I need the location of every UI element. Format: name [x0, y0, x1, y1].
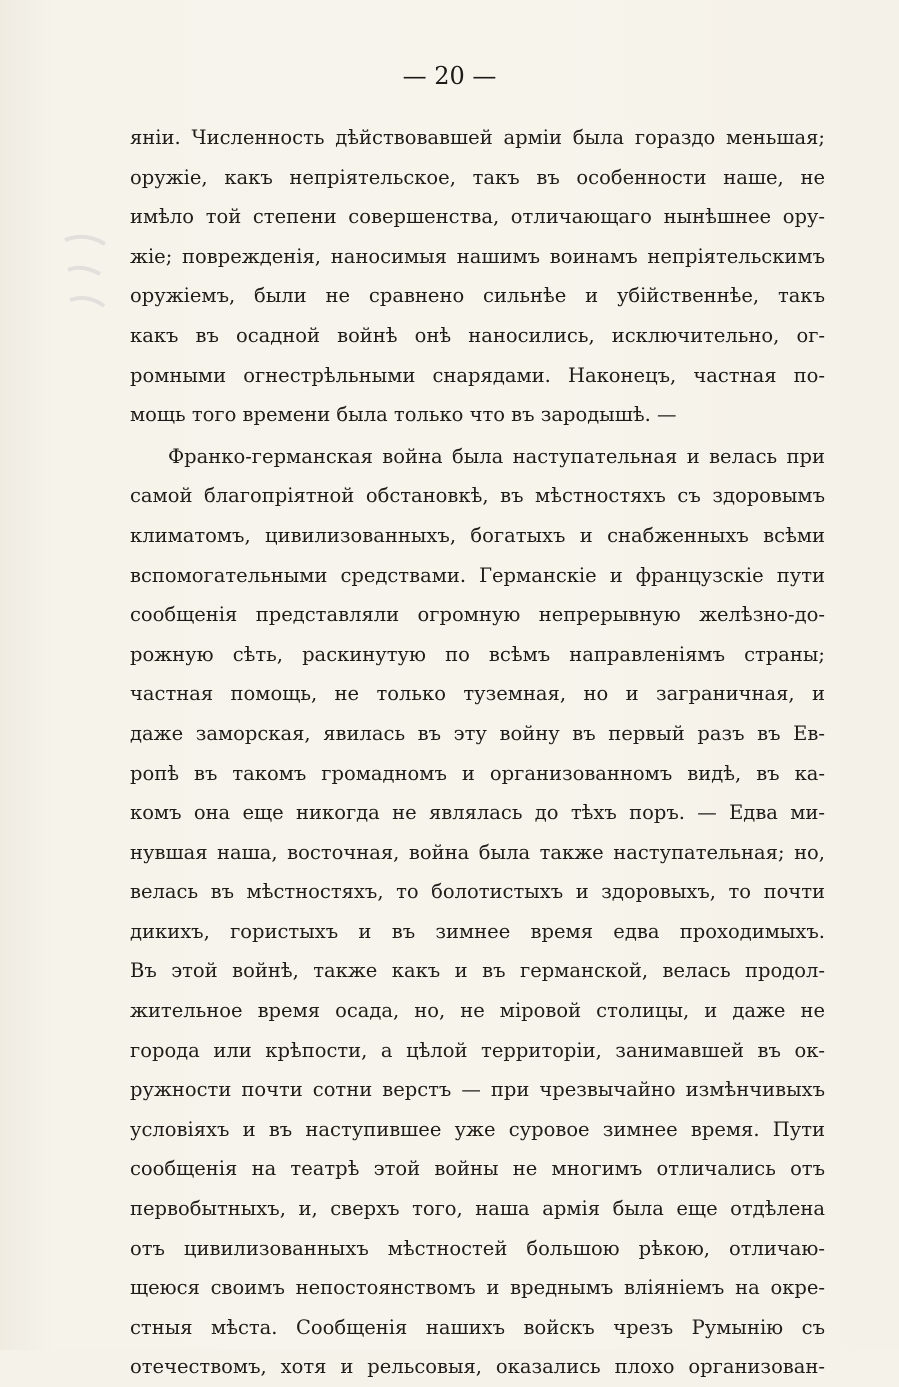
text-line: щеюся своимъ непостоянствомъ и вреднымъ вліяніемъ на окре- [130, 1276, 825, 1300]
text-line: яніи. Численность дѣйствовавшей арміи была гораздо меньшая; [130, 126, 825, 149]
text-line: первобытныхъ, и, сверхъ того, наша армія была еще отдѣлена [130, 1197, 825, 1221]
text-line: какъ въ осадной войнѣ онѣ наносились, исключительно, ог- [130, 323, 825, 347]
body-text [130, 118, 825, 1387]
text-line: дикихъ, гористыхъ и въ зимнее время едва проходимыхъ. [130, 919, 825, 943]
bleed-through-mark [60, 230, 110, 320]
text-line: оружіе, какъ непріятельское, такъ въ особенности наше, не [130, 165, 825, 189]
text-line: ропѣ въ такомъ громадномъ и организованномъ видѣ, въ ка- [130, 761, 825, 785]
text-line: комъ она еще никогда не являлась до тѣхъ поръ. — Едва ми- [130, 801, 825, 825]
text-line: самой благопріятной обстановкѣ, въ мѣстностяхъ съ здоровымъ [130, 484, 825, 508]
text-line: частная помощь, не только туземная, но и заграничная, и [130, 682, 825, 706]
text-line: ружности почти сотни верстъ — при чрезвычайно измѣнчивыхъ [130, 1078, 825, 1102]
text-line: сообщенія представляли огромную непрерывную желѣзно-до- [130, 603, 825, 627]
text-line: сообщенія на театрѣ этой войны не многимъ отличались отъ [130, 1157, 825, 1181]
text-line: мощь того времени была только что въ зародышѣ. — [130, 403, 677, 427]
text-line: жіе; поврежденія, наносимыя нашимъ воинамъ непріятельскимъ [130, 244, 825, 268]
text-line: отечествомъ, хотя и рельсовыя, оказались плохо организован- [130, 1355, 825, 1379]
paragraph-1 [130, 118, 825, 435]
text-line: Въ этой войнѣ, также какъ и въ германской, велась продол- [130, 959, 825, 983]
text-line: города или крѣпости, а цѣлой территоріи, занимавшей въ ок- [130, 1038, 825, 1062]
text-line: даже заморская, явилась въ эту войну въ первый разъ въ Ев- [130, 721, 825, 745]
text-line: имѣло той степени совершенства, отличающаго нынѣшнее ору- [130, 205, 825, 229]
text-line: отъ цивилизованныхъ мѣстностей большою рѣкою, отличаю- [130, 1236, 825, 1260]
text-line: рожную сѣть, раскинутую по всѣмъ направленіямъ страны; [130, 642, 825, 666]
text-line: Франко-германская война была наступательная и велась при [168, 444, 825, 468]
text-line: оружіемъ, были не сравнено сильнѣе и убійственнѣе, такъ [130, 284, 825, 308]
paragraph-2 [130, 437, 825, 1387]
text-line: условіяхъ и въ наступившее уже суровое зимнее время. Пути [130, 1117, 825, 1141]
text-line: велась въ мѣстностяхъ, то болотистыхъ и здоровыхъ, то почти [130, 880, 825, 904]
text-line: стныя мѣста. Сообщенія нашихъ войскъ чрезъ Румынію съ [130, 1315, 825, 1339]
text-line: климатомъ, цивилизованныхъ, богатыхъ и снабженныхъ всѣми [130, 523, 825, 547]
page-number: — 20 — [402, 62, 497, 90]
text-line: жительное время осада, но, не міровой столицы, и даже не [130, 999, 825, 1023]
text-line: ромными огнестрѣльными снарядами. Наконецъ, частная по- [130, 363, 825, 387]
text-line: нувшая наша, восточная, война была также наступательная; но, [130, 840, 825, 864]
text-line: вспомогательными средствами. Германскіе и французскіе пути [130, 563, 825, 587]
